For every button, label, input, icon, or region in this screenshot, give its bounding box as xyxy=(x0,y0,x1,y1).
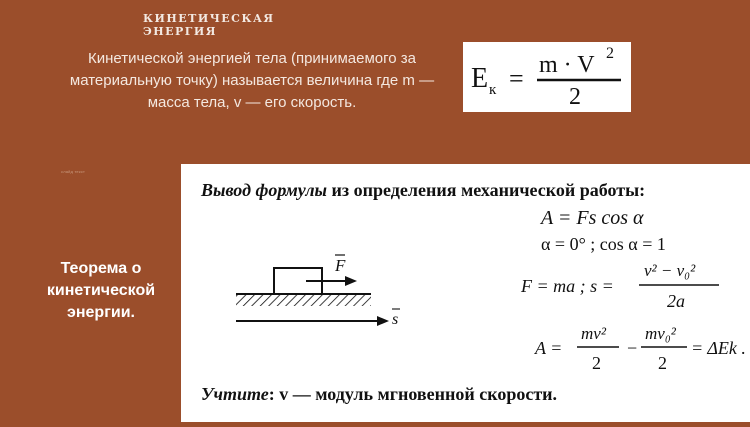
formula-E: E xyxy=(471,63,489,94)
equation-force-left: F = ma ; s = xyxy=(521,276,614,296)
equation-term2-numerator: mv₀² xyxy=(645,324,676,343)
kinetic-energy-formula xyxy=(463,42,631,112)
formula-numerator: m · V xyxy=(539,52,595,78)
formula-E-sub: к xyxy=(489,82,497,98)
equation-s-numerator: v² − v₀² xyxy=(644,261,696,280)
derivation-heading xyxy=(200,180,645,200)
ground-hatching xyxy=(236,294,371,306)
derivation-svg xyxy=(181,164,750,422)
section-title-line1: КИНЕТИЧЕСКАЯ xyxy=(143,12,275,25)
equation-term2-denominator: 2 xyxy=(658,353,667,373)
displacement-label: s xyxy=(392,311,399,328)
note-label: Учтите xyxy=(201,384,269,404)
note-text: : v — модуль мгновенной скорости. xyxy=(268,384,558,404)
section-title-line2: ЭНЕРГИЯ xyxy=(143,25,217,38)
formula-denominator: 2 xyxy=(569,84,581,110)
force-arrow-head xyxy=(345,276,357,286)
equation-term1-denominator: 2 xyxy=(592,353,601,373)
equation-s-denominator: 2a xyxy=(667,291,685,311)
theorem-label: Теорема о кинетической энергии. xyxy=(46,260,156,321)
block-diagram xyxy=(236,255,400,328)
equation-A-left: A = xyxy=(535,338,563,358)
note-line xyxy=(201,384,557,404)
derivation-panel xyxy=(181,164,750,422)
equation-term1-numerator: mv² xyxy=(581,324,606,343)
equation-delta-Ek: = ΔEk . xyxy=(691,338,746,358)
heading-rest: из определения механической работы: xyxy=(327,180,646,200)
heading-italic: Вывод формулы xyxy=(201,180,328,200)
formula-svg xyxy=(463,42,631,112)
equation-work: A = Fs cos α xyxy=(541,207,644,229)
tiny-caption: слайд текст xyxy=(61,169,86,174)
formula-power: 2 xyxy=(606,45,614,62)
equation-minus: − xyxy=(627,338,638,358)
force-label: F xyxy=(335,256,346,275)
equation-angle: α = 0° ; cos α = 1 xyxy=(541,234,666,254)
section-title xyxy=(143,12,275,38)
displacement-arrow-head xyxy=(377,316,389,326)
formula-equals: = xyxy=(509,64,524,93)
intro-text: Кинетической энергией тела (принимаемого за материальную точку) называется величина где m — масса тела, v — его скорость. xyxy=(69,50,435,111)
